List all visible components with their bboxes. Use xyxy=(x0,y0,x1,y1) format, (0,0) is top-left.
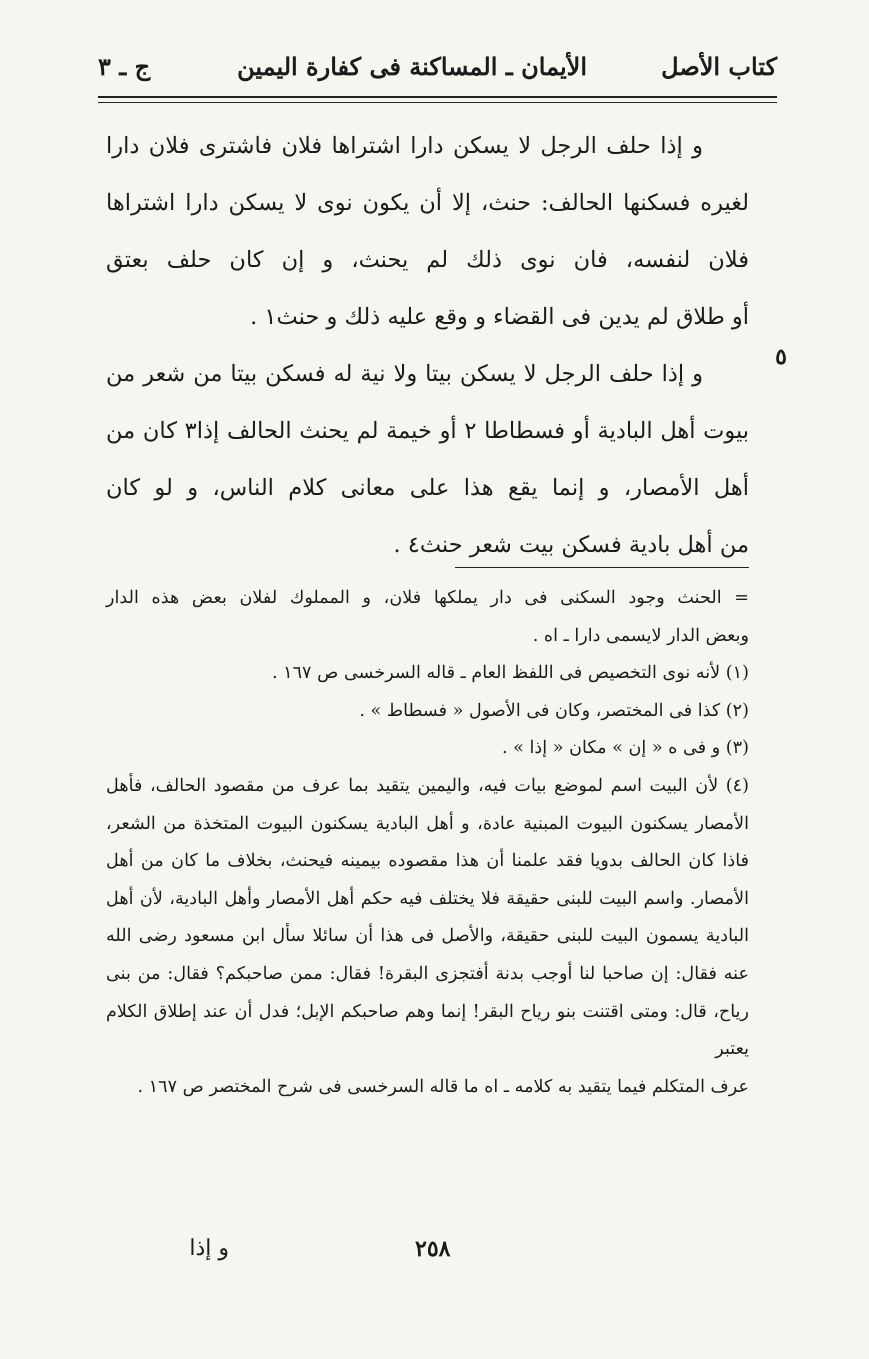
header-rule-thin xyxy=(98,102,777,103)
running-header xyxy=(98,48,777,94)
line-number-marker: ٥ xyxy=(775,344,787,370)
footnotes xyxy=(106,580,749,1106)
header-rule xyxy=(98,96,777,98)
paragraph-1-last-line: أو طلاق لم يدين فى القضاء و وقع عليه ذلك و حنث١ . xyxy=(250,304,749,330)
footnote-continuation: = الحنث وجود السكنى فى دار يملكها فلان، و المملوك لفلان بعض هذه الدار xyxy=(106,588,749,608)
book-title: كتاب الأصل xyxy=(661,52,777,81)
main-text xyxy=(106,118,749,574)
volume-number: ج ـ ٣ xyxy=(98,52,151,81)
catchword: و إذا xyxy=(189,1236,229,1261)
page-number: ٢٥٨ xyxy=(415,1236,451,1262)
paragraph-2: و إذا حلف الرجل لا يسكن بيتا ولا نية له فسكن بيتا من شعر من بيوت أهل البادية أو فسطاطا ٢ أو خيمة لم يحنث الحالف إذا٣ كان من أهل الأمصار، و إنما يقع هذا على معانى كلام الناس، و لو كان xyxy=(106,361,750,501)
footnote-4-last-line: عرف المتكلم فيما يتقيد به كلامه ـ اه ما قاله السرخسى فى شرح المختصر ص ١٦٧ . xyxy=(137,1076,749,1097)
footnote-4: (٤) لأن البيت اسم لموضع بيات فيه، واليمين يتقيد بما عرف من مقصود الحالف، فأهل الأمصار يسكنون البيوت المبنية عادة، و أهل البادية يسكنون البيوت المتخذة من الشعر، فاذا كان الحالف بدويا فقد علمنا أن هذا مقصوده بيمينه فيحنث، بخلاف ما كان من أهل الأمصار. واسم البيت للبنى حقيقة فلا يختلف فيه حكم أهل الأمصار وأهل البادية، لأن أهل البادية يسمون البيت للبنى حقيقة، والأصل فى هذا أن سائلا سأل ابن مسعود رضى الله عنه فقال: إن صاحبا لنا أوجب بدنة أفتجزى البقرة! فقال: ممن صاحبكم؟ فقال: من بنى رياح، قال: ومتى اقتنت بنو رياح البقر! إنما وهم صاحبكم الإبل؛ فدل أن عند إطلاق الكلام يعتبر xyxy=(106,775,750,1060)
page-footer xyxy=(150,1236,749,1266)
footnote-continuation-last-line: وبعض الدار لايسمى دارا ـ اه . xyxy=(532,625,749,646)
chapter-title: الأيمان ـ المساكنة فى كفارة اليمين xyxy=(237,52,587,81)
footnote-divider xyxy=(455,567,749,568)
footnote-1: (١) لأنه نوى التخصيص فى اللفظ العام ـ قاله السرخسى ص ١٦٧ . xyxy=(271,663,749,684)
footnote-2: (٢) كذا فى المختصر، وكان فى الأصول « فسطاط » . xyxy=(359,700,749,721)
paragraph-1: و إذا حلف الرجل لا يسكن دارا اشتراها فلان فاشترى فلان دارا لغيره فسكنها الحالف: حنث، إلا أن يكون نوى لا يسكن دارا اشتراها فلان لنفسه، فان نوى ذلك لم يحنث، و إن كان حلف بعتق xyxy=(106,133,749,273)
footnote-3: (٣) و فى ه « إن » مكان « إذا » . xyxy=(502,738,749,759)
paragraph-2-last-line: من أهل بادية فسكن بيت شعر حنث٤ . xyxy=(393,532,749,558)
